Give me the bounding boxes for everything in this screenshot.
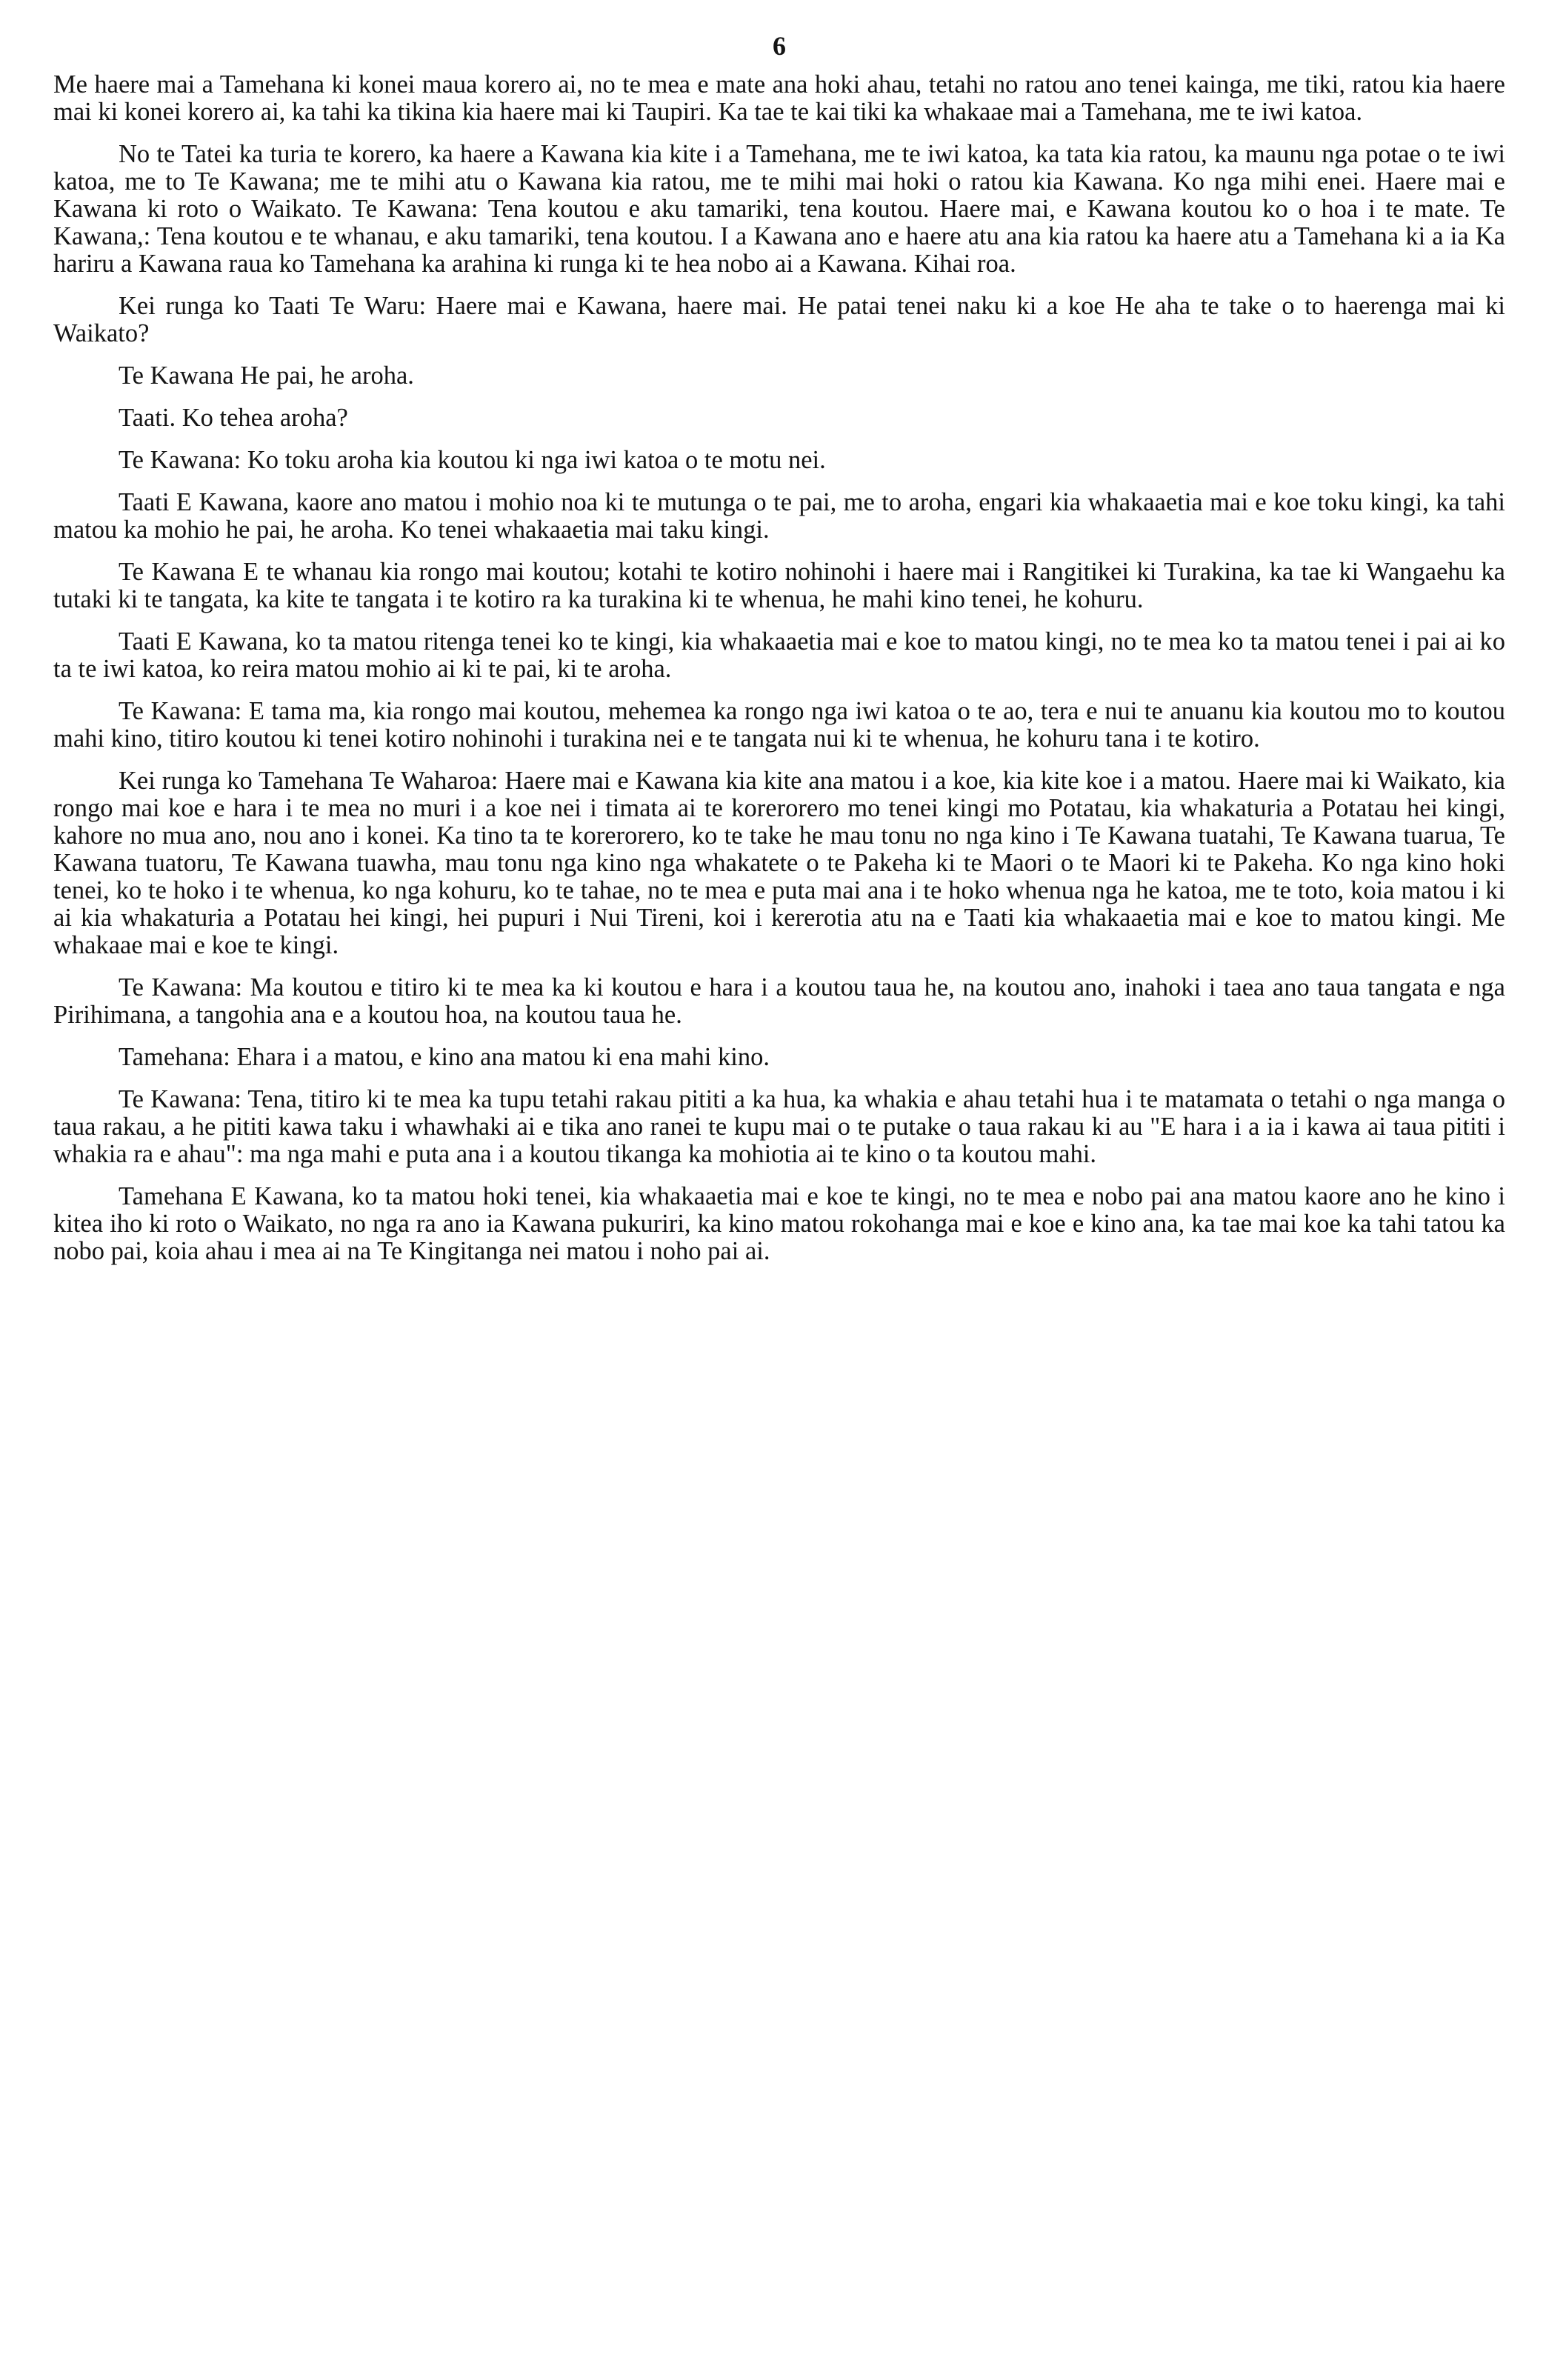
paragraph-15: Tamehana E Kawana, ko ta matou hoki tenei, kia whakaaetia mai e koe te kingi, no te mea e nobo pai ana matou kaore ano he kino i kitea iho ki roto o Waikato, no nga ra ano ia Kawana pukuriri, ka kino matou rokohanga mai e koe e kino ana, ka tae mai koe ka tahi tatou ka nobo pai, koia ahau i mea ai na Te Kingitanga nei matou i noho pai ai. <box>53 1182 1505 1265</box>
paragraph-2: No te Tatei ka turia te korero, ka haere a Kawana kia kite i a Tamehana, me te iwi katoa, ka tata kia ratou, ka maunu nga potae o te iwi katoa, me to Te Kawana; me te mihi atu o Kawana kia ratou, me te mihi mai hoki o ratou kia Kawana. Ko nga mihi enei. Haere mai e Kawana ki roto o Waikato. Te Kawana: Tena koutou e aku tamariki, tena koutou. Haere mai, e Kawana koutou ko o hoa i te mate. Te Kawana,: Tena koutou e te whanau, e aku tamariki, tena koutou. I a Kawana ano e haere atu ana kia ratou ka haere atu a Tamehana ki a ia Ka hariru a Kawana raua ko Tamehana ka arahina ki runga ki te hea nobo ai a Kawana. Kihai roa. <box>53 140 1505 278</box>
document-page <box>53 30 1505 2363</box>
paragraph-9: Taati E Kawana, ko ta matou ritenga tenei ko te kingi, kia whakaaetia mai e koe to matou kingi, no te mea ko ta matou tenei i pai ai ko ta te iwi katoa, ko reira matou mohio ai ki te pai, ki te aroha. <box>53 627 1505 683</box>
paragraph-12: Te Kawana: Ma koutou e titiro ki te mea ka ki koutou e hara i a koutou taua he, na koutou ano, inahoki i taea ano taua tangata e nga Pirihimana, a tangohia ana e a koutou hoa, na koutou taua he. <box>53 973 1505 1029</box>
paragraph-5: Taati. Ko tehea aroha? <box>119 404 348 432</box>
paragraph-3: Kei runga ko Taati Te Waru: Haere mai e Kawana, haere mai. He patai tenei naku ki a koe He aha te take o to haerenga mai ki Waikato? <box>53 292 1505 347</box>
paragraph-13: Tamehana: Ehara i a matou, e kino ana matou ki ena mahi kino. <box>119 1043 770 1071</box>
paragraph-10: Te Kawana: E tama ma, kia rongo mai koutou, mehemea ka rongo nga iwi katoa o te ao, tera e nui te anuanu kia koutou mo to koutou mahi kino, titiro koutou ki tenei kotiro nohinohi i turakina nei e te tangata nui ki te whenua, he kohuru tana i te kotiro. <box>53 697 1505 753</box>
paragraph-4: Te Kawana He pai, he aroha. <box>119 361 414 390</box>
paragraph-1: Me haere mai a Tamehana ki konei maua korero ai, no te mea e mate ana hoki ahau, tetahi no ratou ano tenei kainga, me tiki, ratou kia haere mai ki konei korero ai, ka tahi ka tikina kia haere mai ki Taupiri. Ka tae te kai tiki ka whakaae mai a Tamehana, me te iwi katoa. <box>53 70 1505 126</box>
paragraph-8: Te Kawana E te whanau kia rongo mai koutou; kotahi te kotiro nohinohi i haere mai i Rangitikei ki Turakina, ka tae ki Wangaehu ka tutaki ki te tangata, ka kite te tangata i te kotiro ra ka turakina ki te whenua, he mahi kino tenei, he kohuru. <box>53 558 1505 613</box>
page-number: 6 <box>773 31 786 61</box>
paragraph-7: Taati E Kawana, kaore ano matou i mohio noa ki te mutunga o te pai, me to aroha, engari kia whakaaetia mai e koe toku kingi, ka tahi matou ka mohio he pai, he aroha. Ko tenei whakaaetia mai taku kingi. <box>53 488 1505 544</box>
document-body <box>53 71 1505 1265</box>
paragraph-6: Te Kawana: Ko toku aroha kia koutou ki nga iwi katoa o te motu nei. <box>119 446 826 474</box>
paragraph-14: Te Kawana: Tena, titiro ki te mea ka tupu tetahi rakau pititi a ka hua, ka whakia e ahau tetahi hua i te matamata o tetahi o nga manga o taua rakau, a he pititi kawa taku i whawhaki ai e tika ano ranei te kupu mai o te putake o taua rakau ki au "E hara i a ia i kawa ai taua pititi i whakia ra e ahau": ma nga mahi e puta ana i a koutou tikanga ka mohiotia ai te kino o ta koutou mahi. <box>53 1085 1505 1168</box>
paragraph-11: Kei runga ko Tamehana Te Waharoa: Haere mai e Kawana kia kite ana matou i a koe, kia kite koe i a matou. Haere mai ki Waikato, kia rongo mai koe e hara i te mea no muri i a koe nei i timata ai te korerorero mo tenei kingi mo Potatau, kia whakaturia a Potatau hei kingi, kahore no mua ano, nou ano i konei. Ka tino ta te korerorero, ko te take he mau tonu no nga kino i Te Kawana tuatahi, Te Kawana tuarua, Te Kawana tuatoru, Te Kawana tuawha, mau tonu nga kino nga whakatete o te Pakeha ki te Maori o te Maori ki te Pakeha. Ko nga kino hoki tenei, ko te hoko i te whenua, ko nga kohuru, ko te tahae, no te mea e puta mai ana i te hoko whenua nga he katoa, me te toto, koia matou i ki ai kia whakaturia a Potatau hei kingi, hei pupuri i Nui Tireni, koi i kererotia atu na e Taati kia whakaaetia mai e koe to matou kingi. Me whakaae mai e koe te kingi. <box>53 767 1505 959</box>
